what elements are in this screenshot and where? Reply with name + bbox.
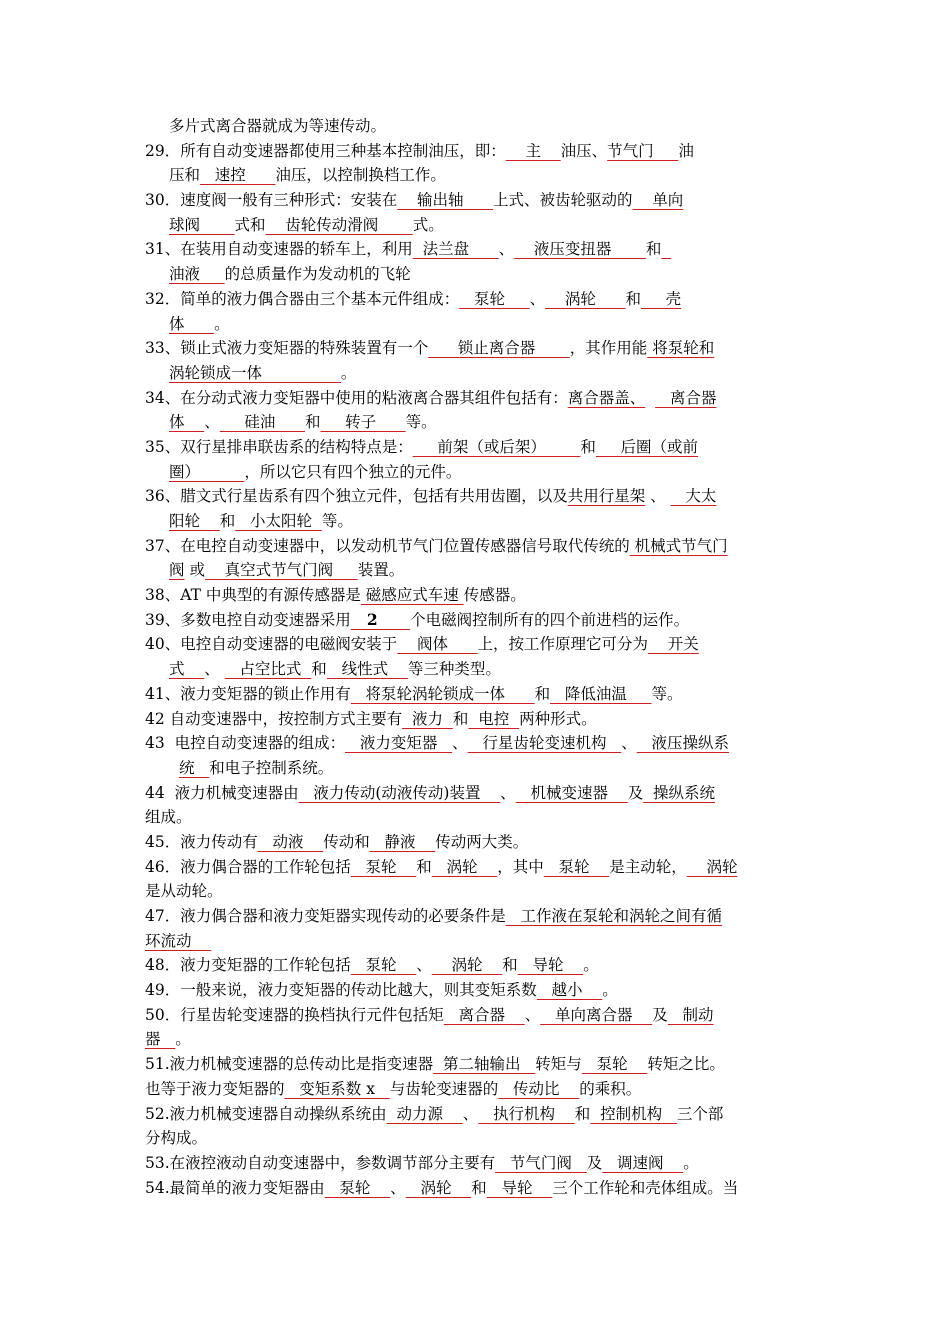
answer-blank: 导轮 bbox=[486, 1178, 553, 1197]
question-text: 、 bbox=[524, 1005, 541, 1024]
answer-blank: 将泵轮涡轮锁成一体 bbox=[350, 684, 535, 703]
question-text: ，所以它只有四个独立的元件。 bbox=[244, 462, 462, 481]
text-line bbox=[145, 1027, 810, 1052]
question-text: 装置。 bbox=[357, 561, 405, 580]
question-text: 及 bbox=[627, 783, 644, 802]
text-line bbox=[145, 139, 810, 164]
text-line bbox=[145, 1077, 810, 1102]
answer-blank: 执行机构 bbox=[478, 1104, 575, 1123]
answer-blank: 单向 bbox=[632, 191, 684, 210]
text-line bbox=[145, 707, 810, 732]
answer-blank: 法兰盘 bbox=[412, 240, 499, 259]
question-text: 等。 bbox=[651, 684, 683, 703]
text-line bbox=[145, 1151, 810, 1176]
question-text: 和 bbox=[580, 437, 596, 456]
answer-blank: 圈） bbox=[169, 462, 245, 481]
text-line bbox=[145, 312, 810, 337]
question-text: 和 bbox=[625, 289, 641, 308]
answer-blank: 泵轮 bbox=[459, 289, 530, 308]
question-text: 和 bbox=[574, 1104, 591, 1123]
answer-blank: 离合器 bbox=[655, 388, 717, 407]
question-text: 、 bbox=[498, 240, 515, 259]
question-text: ，其作用能 bbox=[569, 339, 648, 358]
question-text: 分构成。 bbox=[145, 1129, 208, 1148]
answer-blank: 涡轮 bbox=[431, 857, 498, 876]
answer-blank: 操纵系统 bbox=[643, 783, 716, 802]
question-text: 三个部 bbox=[676, 1104, 724, 1123]
answer-blank: 统 bbox=[179, 758, 210, 777]
answer-blank: 传动比 bbox=[498, 1079, 580, 1098]
text-line bbox=[145, 237, 810, 262]
question-text: 42 自动变速器中，按控制方式主要有 bbox=[145, 709, 403, 728]
question-text: 是从动轮。 bbox=[145, 882, 223, 901]
text-line bbox=[145, 287, 810, 312]
question-text: 式。 bbox=[412, 215, 444, 234]
answer-blank: 器 bbox=[145, 1030, 176, 1049]
question-text: 的乘积。 bbox=[579, 1079, 642, 1098]
question-text: 41、液力变矩器的锁止作用有 bbox=[145, 684, 351, 703]
question-text: 50．行星齿轮变速器的换档执行元件包括矩 bbox=[145, 1005, 444, 1024]
answer-blank: 行星齿轮变速机构 bbox=[467, 734, 622, 753]
question-text: 、 bbox=[529, 289, 546, 308]
answer-blank: 调速阀 bbox=[602, 1153, 684, 1172]
answer-blank: 离合器盖、 bbox=[567, 388, 646, 407]
answer-blank: 动力源 bbox=[386, 1104, 463, 1123]
answer-blank: 式 bbox=[169, 660, 205, 679]
text-line bbox=[145, 805, 810, 830]
text-line bbox=[145, 608, 810, 633]
text-line bbox=[145, 386, 810, 411]
text-line bbox=[145, 114, 810, 139]
answer-blank: 节气门 bbox=[607, 141, 679, 160]
answer-blank: 液力变矩器 bbox=[345, 734, 453, 753]
text-line bbox=[145, 558, 810, 583]
answer-blank: 泵轮 bbox=[350, 956, 417, 975]
text-line bbox=[145, 756, 810, 781]
question-text: 53.在液控液动自动变速器中，参数调节部分主要有 bbox=[145, 1153, 496, 1172]
question-text: 也等于液力变矩器的 bbox=[145, 1079, 285, 1098]
text-line bbox=[145, 830, 810, 855]
answer-blank: 将泵轮和 bbox=[647, 339, 715, 358]
answer-blank: 泵轮 bbox=[350, 857, 417, 876]
answer-blank: 小太阳轮 bbox=[235, 512, 322, 530]
answer-blank: 阀 bbox=[169, 561, 185, 580]
question-text: 51.液力机械变速器的总传动比是指变速器 bbox=[145, 1055, 434, 1074]
question-text: 33、锁止式液力变矩器的特殊装置有一个 bbox=[145, 339, 429, 358]
question-text: 、 bbox=[621, 734, 637, 753]
answer-blank: 液力 bbox=[402, 709, 453, 728]
answer-blank: 硅油 bbox=[219, 413, 305, 432]
answer-blank: 转子 bbox=[320, 413, 406, 432]
question-text: 49．一般来说，液力变矩器的传动比越大，则其变矩系数 bbox=[145, 981, 537, 1000]
text-line bbox=[145, 1102, 810, 1127]
question-text: ，其中 bbox=[497, 857, 544, 876]
question-text: 48．液力变矩器的工作轮包括 bbox=[145, 956, 351, 975]
answer-blank: 涡轮 bbox=[405, 1178, 472, 1197]
text-line bbox=[145, 435, 810, 460]
answer-blank: 体 bbox=[169, 413, 205, 432]
answer-blank: 变矩系数 x bbox=[284, 1079, 390, 1098]
answer-blank: 液力传动(动液传动)装置 bbox=[298, 783, 501, 802]
question-text: 。 bbox=[683, 1153, 699, 1172]
answer-blank: 齿轮传动滑阀 bbox=[265, 215, 413, 234]
question-text: 上式、被齿轮驱动的 bbox=[493, 191, 633, 210]
question-text: 、 bbox=[416, 956, 432, 975]
exam-question-list bbox=[145, 114, 810, 1200]
text-line bbox=[145, 731, 810, 756]
text-line bbox=[145, 163, 810, 188]
text-line bbox=[145, 1126, 810, 1151]
question-text: 油压、 bbox=[560, 141, 608, 160]
question-text: 压和 bbox=[169, 166, 201, 185]
answer-blank: 制动 bbox=[667, 1005, 714, 1024]
answer-blank: 涡轮 bbox=[545, 289, 626, 308]
question-text: 个电磁阀控制所有的四个前进档的运作。 bbox=[410, 610, 690, 629]
answer-blank: 电控 bbox=[468, 709, 520, 728]
text-line bbox=[145, 657, 810, 682]
question-text: 两种形式。 bbox=[519, 709, 597, 728]
question-text: 及 bbox=[586, 1153, 603, 1172]
question-text: 。 bbox=[602, 981, 618, 1000]
question-text: 和电子控制系统。 bbox=[209, 758, 334, 777]
question-text: 37、在电控自动变速器中，以发动机节气门位置传感器信号取代传统的 bbox=[145, 536, 630, 555]
question-text: 转矩之比。 bbox=[647, 1055, 725, 1074]
question-text: 三个工作轮和壳体组成。当 bbox=[552, 1178, 739, 1197]
question-text: 30．速度阀一般有三种形式：安装在 bbox=[145, 191, 398, 210]
question-text: 。 bbox=[175, 1030, 191, 1049]
answer-blank: 单向离合器 bbox=[540, 1005, 653, 1024]
question-text: 32．简单的液力偶合器由三个基本元件组成： bbox=[145, 289, 460, 308]
answer-blank: 共用行星架 bbox=[567, 487, 646, 506]
answer-blank: 油液 bbox=[169, 265, 225, 284]
question-text: 上，按工作原理它可分为 bbox=[477, 635, 649, 654]
question-text: 等三种类型。 bbox=[407, 660, 501, 679]
question-text: 和 bbox=[502, 956, 518, 975]
question-text: 47．液力偶合器和液力变矩器实现传动的必要条件是 bbox=[145, 907, 506, 925]
question-text: 45．液力传动有 bbox=[145, 832, 258, 851]
answer-blank: 开关 bbox=[648, 635, 699, 654]
answer-blank: 涡轮 bbox=[431, 956, 503, 975]
answer-blank: 泵轮 bbox=[324, 1178, 391, 1197]
answer-blank: 液压变扭器 bbox=[514, 240, 646, 259]
answer-blank: 前架（或后架） bbox=[412, 437, 581, 456]
question-text bbox=[645, 389, 655, 407]
text-line bbox=[145, 904, 810, 929]
question-text: 和 bbox=[645, 240, 662, 259]
question-text: 传感器。 bbox=[463, 586, 526, 605]
answer-blank: 涡轮锁成一体 bbox=[169, 363, 341, 382]
answer-blank: 速控 bbox=[200, 166, 276, 185]
question-text: 44 液力机械变速器由 bbox=[145, 783, 299, 802]
question-text: 38、AT 中典型的有源传感器是 bbox=[145, 586, 361, 605]
question-text: 和 bbox=[452, 709, 469, 728]
question-text: 传动两大类。 bbox=[435, 832, 529, 851]
answer-blank: 机械变速器 bbox=[515, 783, 628, 802]
answer-blank: 占空比式 bbox=[224, 660, 312, 679]
answer-blank: 2 bbox=[350, 609, 411, 629]
question-text: 、 bbox=[204, 413, 220, 432]
question-text: 。 bbox=[340, 363, 357, 382]
text-line bbox=[145, 781, 810, 806]
question-text: 和 bbox=[416, 857, 432, 876]
text-line bbox=[145, 460, 810, 485]
question-text: 转矩与 bbox=[535, 1055, 582, 1074]
answer-blank: 液压操纵系 bbox=[636, 734, 730, 753]
answer-blank: 节气门阀 bbox=[495, 1153, 587, 1172]
question-text: 油压，以控制换档工作。 bbox=[275, 166, 446, 185]
text-line bbox=[145, 188, 810, 213]
answer-blank bbox=[661, 240, 671, 258]
question-text: 。 bbox=[583, 956, 599, 975]
text-line bbox=[145, 953, 810, 978]
answer-blank: 动液 bbox=[257, 832, 324, 851]
question-text: 等。 bbox=[321, 512, 353, 530]
text-line bbox=[145, 509, 810, 534]
text-line bbox=[145, 929, 810, 954]
text-line bbox=[145, 361, 810, 386]
question-text: 等。 bbox=[405, 413, 437, 432]
answer-blank: 壳 bbox=[640, 289, 682, 308]
text-line bbox=[145, 484, 810, 509]
text-line bbox=[145, 1052, 810, 1077]
answer-blank: 工作液在泵轮和涡轮之间有循 bbox=[505, 907, 723, 925]
question-text: 36、腊文式行星齿系有四个独立元件，包括有共用齿圈，以及 bbox=[145, 487, 568, 506]
question-text: 及 bbox=[652, 1005, 668, 1024]
answer-blank: 主 bbox=[505, 141, 561, 160]
answer-blank: 真空式节气门阀 bbox=[204, 561, 358, 580]
text-line bbox=[145, 978, 810, 1003]
question-text: 35、双行星排串联齿系的结构特点是： bbox=[145, 437, 413, 456]
question-text: 、 bbox=[462, 1104, 479, 1123]
question-text: 和 bbox=[311, 660, 327, 679]
text-line bbox=[145, 410, 810, 435]
question-text: 。 bbox=[214, 314, 230, 333]
question-text: 54.最简单的液力变矩器由 bbox=[145, 1178, 325, 1197]
answer-blank: 锁止离合器 bbox=[428, 339, 570, 358]
text-line bbox=[145, 583, 810, 608]
answer-blank: 阳轮 bbox=[169, 512, 220, 530]
question-text: 、 bbox=[204, 660, 225, 679]
question-text: 或 bbox=[184, 561, 205, 580]
text-line bbox=[145, 213, 810, 238]
question-text: 的总质量作为发动机的飞轮 bbox=[224, 265, 411, 284]
question-text: 式和 bbox=[234, 215, 266, 234]
answer-blank: 体 bbox=[169, 314, 215, 333]
answer-blank: 静液 bbox=[369, 832, 436, 851]
answer-blank: 输出轴 bbox=[397, 191, 494, 210]
answer-blank: 降低油温 bbox=[550, 684, 652, 703]
question-text: 和 bbox=[534, 684, 551, 703]
text-line bbox=[145, 632, 810, 657]
question-text: 46．液力偶合器的工作轮包括 bbox=[145, 857, 351, 876]
text-line bbox=[145, 879, 810, 904]
question-text: 34、在分动式液力变矩器中使用的粘液离合器其组件包括有： bbox=[145, 388, 568, 407]
question-text: 组成。 bbox=[145, 808, 192, 827]
question-text: 和 bbox=[219, 512, 236, 530]
question-text: 39、多数电控自动变速器采用 bbox=[145, 610, 351, 629]
question-text: 与齿轮变速器的 bbox=[389, 1079, 499, 1098]
question-text: 31、在装用自动变速器的轿车上，利用 bbox=[145, 240, 413, 259]
question-text: 油 bbox=[678, 141, 694, 160]
answer-blank: 导轮 bbox=[517, 956, 584, 975]
answer-blank: 第二轴输出 bbox=[433, 1055, 536, 1074]
text-line bbox=[145, 534, 810, 559]
question-text: 多片式离合器就成为等速传动。 bbox=[169, 117, 387, 135]
question-text: 、 bbox=[390, 1178, 406, 1197]
question-text: 、 bbox=[500, 783, 516, 802]
answer-blank: 越小 bbox=[536, 981, 603, 1000]
question-text: 43 电控自动变速器的组成： bbox=[145, 734, 346, 753]
answer-blank: 阀体 bbox=[397, 635, 478, 654]
answer-blank: 离合器 bbox=[443, 1005, 525, 1024]
answer-blank: 大太 bbox=[670, 487, 717, 506]
question-text: 传动和 bbox=[323, 832, 370, 851]
question-text: 是主动轮， bbox=[609, 857, 687, 876]
answer-blank: 控制机构 bbox=[590, 1104, 677, 1123]
answer-blank: 球阀 bbox=[169, 215, 235, 234]
question-text: 和 bbox=[471, 1178, 487, 1197]
answer-blank: 后圈（或前 bbox=[595, 437, 699, 456]
answer-blank: 磁感应式车速 bbox=[360, 586, 464, 605]
text-line bbox=[145, 336, 810, 361]
text-line bbox=[145, 1003, 810, 1028]
answer-blank: 环流动 bbox=[145, 931, 212, 950]
answer-blank: 泵轮 bbox=[581, 1055, 648, 1074]
text-line bbox=[145, 855, 810, 880]
question-text: 、 bbox=[452, 734, 468, 753]
question-text: 52.液力机械变速器自动操纵系统由 bbox=[145, 1104, 387, 1123]
text-line bbox=[145, 682, 810, 707]
answer-blank: 泵轮 bbox=[543, 857, 610, 876]
answer-blank: 机械式节气门 bbox=[629, 536, 728, 555]
question-text: 、 bbox=[645, 487, 671, 506]
text-line bbox=[145, 1176, 810, 1201]
answer-blank: 线性式 bbox=[326, 660, 408, 679]
answer-blank: 涡轮 bbox=[686, 857, 738, 876]
question-text: 和 bbox=[304, 413, 321, 432]
question-text: 29．所有自动变速器都使用三种基本控制油压，即： bbox=[145, 141, 506, 160]
text-line bbox=[145, 262, 810, 287]
question-text: 40、电控自动变速器的电磁阀安装于 bbox=[145, 635, 398, 654]
